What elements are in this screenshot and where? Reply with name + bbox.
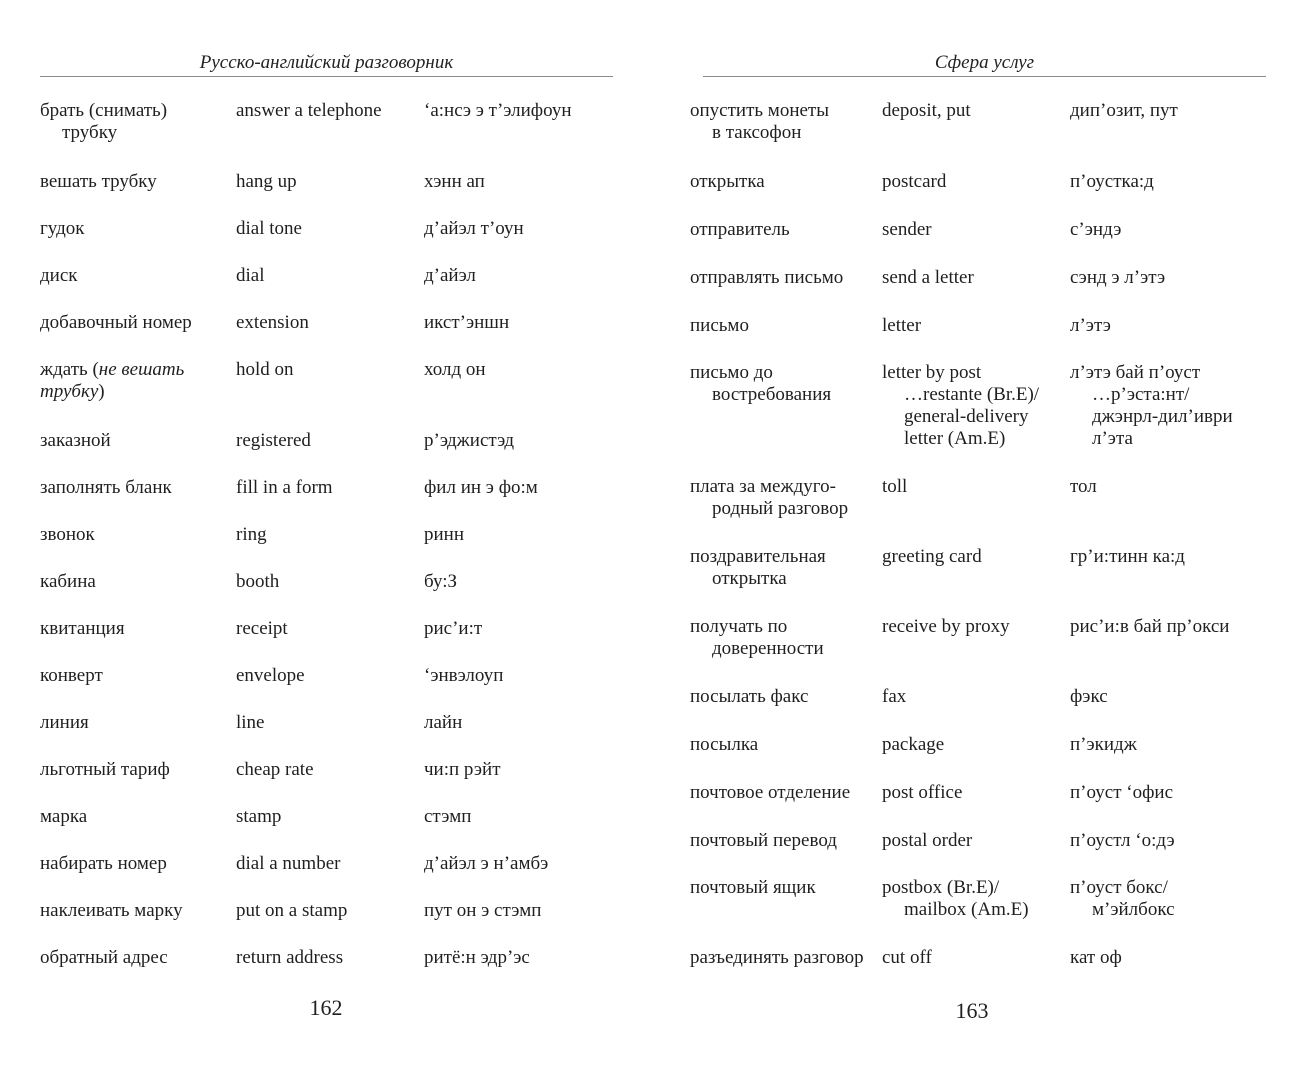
term-line: dial tone <box>236 218 302 239</box>
english-term <box>236 477 424 499</box>
transcription <box>1070 100 1282 122</box>
term-line: востребования <box>712 384 832 405</box>
left-page <box>0 0 650 1080</box>
russian-term <box>40 524 236 546</box>
term-line: марка <box>40 806 88 827</box>
glossary-row <box>690 171 1282 193</box>
russian-term <box>40 665 236 687</box>
russian-term <box>690 219 882 241</box>
term-line: рис’и:т <box>424 618 483 639</box>
term-line: открытка <box>690 171 765 192</box>
term-line: …р’эста:нт/ <box>1092 384 1190 405</box>
term-line: брать (снимать) <box>40 100 168 121</box>
english-term <box>236 359 424 381</box>
russian-term <box>40 265 236 287</box>
term-line: родный разговор <box>712 498 849 519</box>
glossary-row <box>40 477 614 499</box>
term-line: answer a telephone <box>236 100 382 121</box>
term-line: заполнять бланк <box>40 477 172 498</box>
russian-term <box>40 947 236 969</box>
term-line: пут он э стэмп <box>424 900 542 921</box>
term-line: receive by proxy <box>882 616 1010 637</box>
transcription <box>1070 734 1282 756</box>
russian-term <box>690 734 882 756</box>
transcription <box>1070 362 1282 450</box>
glossary-row <box>690 686 1282 708</box>
english-term <box>882 476 1070 498</box>
term-line: mailbox (Am.E) <box>904 899 1029 920</box>
english-term <box>236 665 424 687</box>
glossary-row <box>40 618 614 640</box>
term-line: ждать (не вешать <box>40 359 185 380</box>
glossary-row <box>40 430 614 452</box>
term-line: …restante (Br.E)/ <box>904 384 1040 405</box>
term-line: звонок <box>40 524 95 545</box>
term-line: stamp <box>236 806 282 827</box>
term-line: д’айэл <box>424 265 476 286</box>
transcription <box>1070 947 1282 969</box>
russian-term <box>690 877 882 899</box>
russian-term <box>40 900 236 922</box>
russian-term <box>40 853 236 875</box>
english-term <box>236 100 424 122</box>
transcription <box>1070 686 1282 708</box>
term-line: письмо до <box>690 362 773 383</box>
russian-term <box>40 759 236 781</box>
transcription <box>424 477 614 499</box>
term-line: плата за междуго- <box>690 476 836 497</box>
term-line: fax <box>882 686 907 707</box>
english-term <box>882 267 1070 289</box>
glossary-row <box>690 100 1282 144</box>
term-line: м’эйлбокс <box>1092 899 1175 920</box>
glossary-row <box>40 100 614 144</box>
term-line: cut off <box>882 947 932 968</box>
term-line: кабина <box>40 571 96 592</box>
term-line: конверт <box>40 665 103 686</box>
transcription <box>424 947 614 969</box>
page-number-left: 162 <box>309 995 343 1020</box>
transcription <box>1070 476 1282 498</box>
russian-term <box>40 618 236 640</box>
term-line: postbox (Br.E)/ <box>882 877 1000 898</box>
term-line: гудок <box>40 218 85 239</box>
russian-term <box>690 171 882 193</box>
transcription <box>424 806 614 828</box>
english-term <box>236 571 424 593</box>
transcription <box>424 265 614 287</box>
english-term <box>236 171 424 193</box>
term-line: ring <box>236 524 267 545</box>
term-line: отправитель <box>690 219 790 240</box>
english-term <box>882 782 1070 804</box>
term-line: обратный адрес <box>40 947 168 968</box>
russian-term <box>40 571 236 593</box>
term-line: фил ин э фо:м <box>424 477 538 498</box>
term-line: ритё:н эдр’эс <box>424 947 530 968</box>
glossary-row <box>40 171 614 193</box>
term-line: return address <box>236 947 344 968</box>
term-line: л’этэ <box>1070 315 1111 336</box>
term-line: letter by post <box>882 362 982 383</box>
term-line: в таксофон <box>712 122 802 143</box>
term-line: вешать трубку <box>40 171 157 192</box>
transcription <box>424 571 614 593</box>
transcription <box>424 618 614 640</box>
term-line: письмо <box>690 315 749 336</box>
glossary-row <box>40 759 614 781</box>
glossary-row <box>690 267 1282 289</box>
term-line: р’эджистэд <box>424 430 515 451</box>
term-line: добавочный номер <box>40 312 192 333</box>
term-line: receipt <box>236 618 288 639</box>
transcription <box>424 430 614 452</box>
russian-term <box>690 546 882 590</box>
russian-term <box>690 476 882 520</box>
term-line: п’оуст бокс/ <box>1070 877 1168 898</box>
russian-term <box>690 830 882 852</box>
glossary-row <box>40 524 614 546</box>
term-line: квитанция <box>40 618 125 639</box>
term-line: дип’озит, пут <box>1070 100 1178 121</box>
english-term <box>882 616 1070 638</box>
english-term <box>236 218 424 240</box>
term-line: cheap rate <box>236 759 314 780</box>
term-line: toll <box>882 476 908 497</box>
glossary-row <box>40 571 614 593</box>
term-line: л’этэ бай п’оуст <box>1070 362 1201 383</box>
english-term <box>882 947 1070 969</box>
english-term <box>236 712 424 734</box>
term-line: разъединять разговор <box>690 947 864 968</box>
term-line: открытка <box>712 568 787 589</box>
transcription <box>424 218 614 240</box>
term-line: д’айэл э н’амбэ <box>424 853 549 874</box>
term-line: п’оуст ‘офис <box>1070 782 1173 803</box>
transcription <box>1070 616 1282 638</box>
term-line: send a letter <box>882 267 974 288</box>
glossary-row <box>40 712 614 734</box>
russian-term <box>690 616 882 660</box>
english-term <box>882 686 1070 708</box>
term-line: dial a number <box>236 853 341 874</box>
russian-term <box>40 477 236 499</box>
transcription <box>424 900 614 922</box>
term-line: льготный тариф <box>40 759 170 780</box>
term-line: гр’и:тинн ка:д <box>1070 546 1185 567</box>
term-line: трубку <box>62 122 118 143</box>
term-line: наклеивать марку <box>40 900 183 921</box>
term-line: с’эндэ <box>1070 219 1122 240</box>
glossary-row <box>40 665 614 687</box>
term-line: диск <box>40 265 78 286</box>
russian-term <box>40 430 236 452</box>
term-line: сэнд э л’этэ <box>1070 267 1166 288</box>
term-line: ‘а:нсэ э т’элифоун <box>424 100 572 121</box>
russian-term <box>40 312 236 334</box>
russian-term <box>40 806 236 828</box>
term-line: тол <box>1070 476 1097 497</box>
term-line: п’экидж <box>1070 734 1137 755</box>
english-term <box>236 900 424 922</box>
term-line: put on a stamp <box>236 900 348 921</box>
english-term <box>236 312 424 334</box>
term-line: extension <box>236 312 309 333</box>
transcription <box>1070 546 1282 568</box>
term-line: почтовое отделение <box>690 782 851 803</box>
term-line: л’эта <box>1092 428 1133 449</box>
right-page <box>650 0 1307 1080</box>
transcription <box>1070 315 1282 337</box>
transcription <box>424 712 614 734</box>
english-term <box>236 759 424 781</box>
term-line: почтовый перевод <box>690 830 837 851</box>
term-line: package <box>882 734 945 755</box>
english-term <box>236 853 424 875</box>
glossary-row <box>40 806 614 828</box>
russian-term <box>40 100 236 144</box>
russian-term <box>690 100 882 144</box>
russian-term <box>690 782 882 804</box>
transcription <box>1070 782 1282 804</box>
term-line: general-delivery <box>904 406 1029 427</box>
glossary-row <box>40 853 614 875</box>
term-line: трубку) <box>40 381 105 402</box>
glossary-row <box>690 362 1282 450</box>
glossary-row <box>690 315 1282 337</box>
transcription <box>1070 830 1282 852</box>
glossary-row <box>40 947 614 969</box>
term-line: чи:п рэйт <box>424 759 501 780</box>
header-rule-right <box>703 76 1266 77</box>
glossary-row <box>40 312 614 334</box>
russian-term <box>40 359 236 403</box>
russian-term <box>690 315 882 337</box>
english-term <box>236 265 424 287</box>
russian-term <box>690 686 882 708</box>
term-line: посылать факс <box>690 686 809 707</box>
page-number-right: 163 <box>955 998 989 1023</box>
transcription <box>424 759 614 781</box>
term-line: ‘энвэлоуп <box>424 665 504 686</box>
english-term <box>882 315 1070 337</box>
running-head-left: Русско-английский разговорник <box>199 52 454 73</box>
transcription <box>424 312 614 334</box>
glossary-row <box>690 616 1282 660</box>
term-line: п’оустка:д <box>1070 171 1154 192</box>
term-line: линия <box>40 712 89 733</box>
english-term <box>882 734 1070 756</box>
term-line: post office <box>882 782 963 803</box>
russian-term <box>40 712 236 734</box>
term-line: fill in a form <box>236 477 333 498</box>
english-term <box>882 171 1070 193</box>
english-term <box>236 430 424 452</box>
transcription <box>1070 267 1282 289</box>
glossary-row <box>690 546 1282 590</box>
english-term <box>882 100 1070 122</box>
transcription <box>1070 877 1282 921</box>
transcription <box>424 665 614 687</box>
term-line: dial <box>236 265 265 286</box>
transcription <box>424 100 614 122</box>
term-line: фэкс <box>1070 686 1108 707</box>
english-term <box>236 947 424 969</box>
glossary-row <box>690 734 1282 756</box>
transcription <box>424 171 614 193</box>
glossary-row <box>690 947 1282 969</box>
header-rule-left <box>40 76 613 77</box>
english-term <box>882 546 1070 568</box>
term-line: letter (Am.E) <box>904 428 1006 449</box>
term-line: hold on <box>236 359 294 380</box>
russian-term <box>690 947 882 969</box>
glossary-row <box>40 900 614 922</box>
glossary-row <box>40 218 614 240</box>
term-line: line <box>236 712 265 733</box>
english-term <box>236 524 424 546</box>
term-line: стэмп <box>424 806 472 827</box>
transcription <box>1070 219 1282 241</box>
term-line: кат оф <box>1070 947 1122 968</box>
term-line: greeting card <box>882 546 982 567</box>
term-line: deposit, put <box>882 100 971 121</box>
english-term <box>236 618 424 640</box>
glossary-row <box>40 359 614 403</box>
term-line: заказной <box>40 430 111 451</box>
russian-term <box>40 171 236 193</box>
term-line: д’айэл т’оун <box>424 218 524 239</box>
term-line: postcard <box>882 171 947 192</box>
term-line: postal order <box>882 830 973 851</box>
english-term <box>882 219 1070 241</box>
term-line: бу:З <box>424 571 457 592</box>
term-line: посылка <box>690 734 759 755</box>
transcription <box>1070 171 1282 193</box>
russian-term <box>690 362 882 406</box>
term-line: джэнрл-дил’иври <box>1092 406 1233 427</box>
term-line: отправлять письмо <box>690 267 844 288</box>
term-line: хэнн ап <box>424 171 485 192</box>
english-term <box>236 806 424 828</box>
glossary-row <box>690 219 1282 241</box>
transcription <box>424 359 614 381</box>
term-line: набирать номер <box>40 853 167 874</box>
term-line: поздравительная <box>690 546 826 567</box>
term-line: ринн <box>424 524 465 545</box>
term-line: доверенности <box>712 638 824 659</box>
running-head-right: Сфера услуг <box>934 52 1035 73</box>
term-line: registered <box>236 430 311 451</box>
glossary-row <box>690 830 1282 852</box>
transcription <box>424 524 614 546</box>
glossary-row <box>40 265 614 287</box>
english-term <box>882 877 1070 921</box>
glossary-row <box>690 782 1282 804</box>
english-term <box>882 362 1070 450</box>
term-line: почтовый ящик <box>690 877 816 898</box>
russian-term <box>40 218 236 240</box>
term-line: letter <box>882 315 922 336</box>
glossary-row <box>690 877 1282 921</box>
term-line: envelope <box>236 665 305 686</box>
term-line: холд он <box>424 359 486 380</box>
term-line: икст’эншн <box>424 312 510 333</box>
term-line: sender <box>882 219 932 240</box>
term-line: рис’и:в бай пр’окси <box>1070 616 1230 637</box>
term-line: hang up <box>236 171 297 192</box>
term-line: п’оустл ‘о:дэ <box>1070 830 1175 851</box>
term-line: booth <box>236 571 280 592</box>
glossary-row <box>690 476 1282 520</box>
english-term <box>882 830 1070 852</box>
term-line: опустить монеты <box>690 100 829 121</box>
russian-term <box>690 267 882 289</box>
term-line: лайн <box>424 712 463 733</box>
transcription <box>424 853 614 875</box>
term-line: получать по <box>690 616 788 637</box>
